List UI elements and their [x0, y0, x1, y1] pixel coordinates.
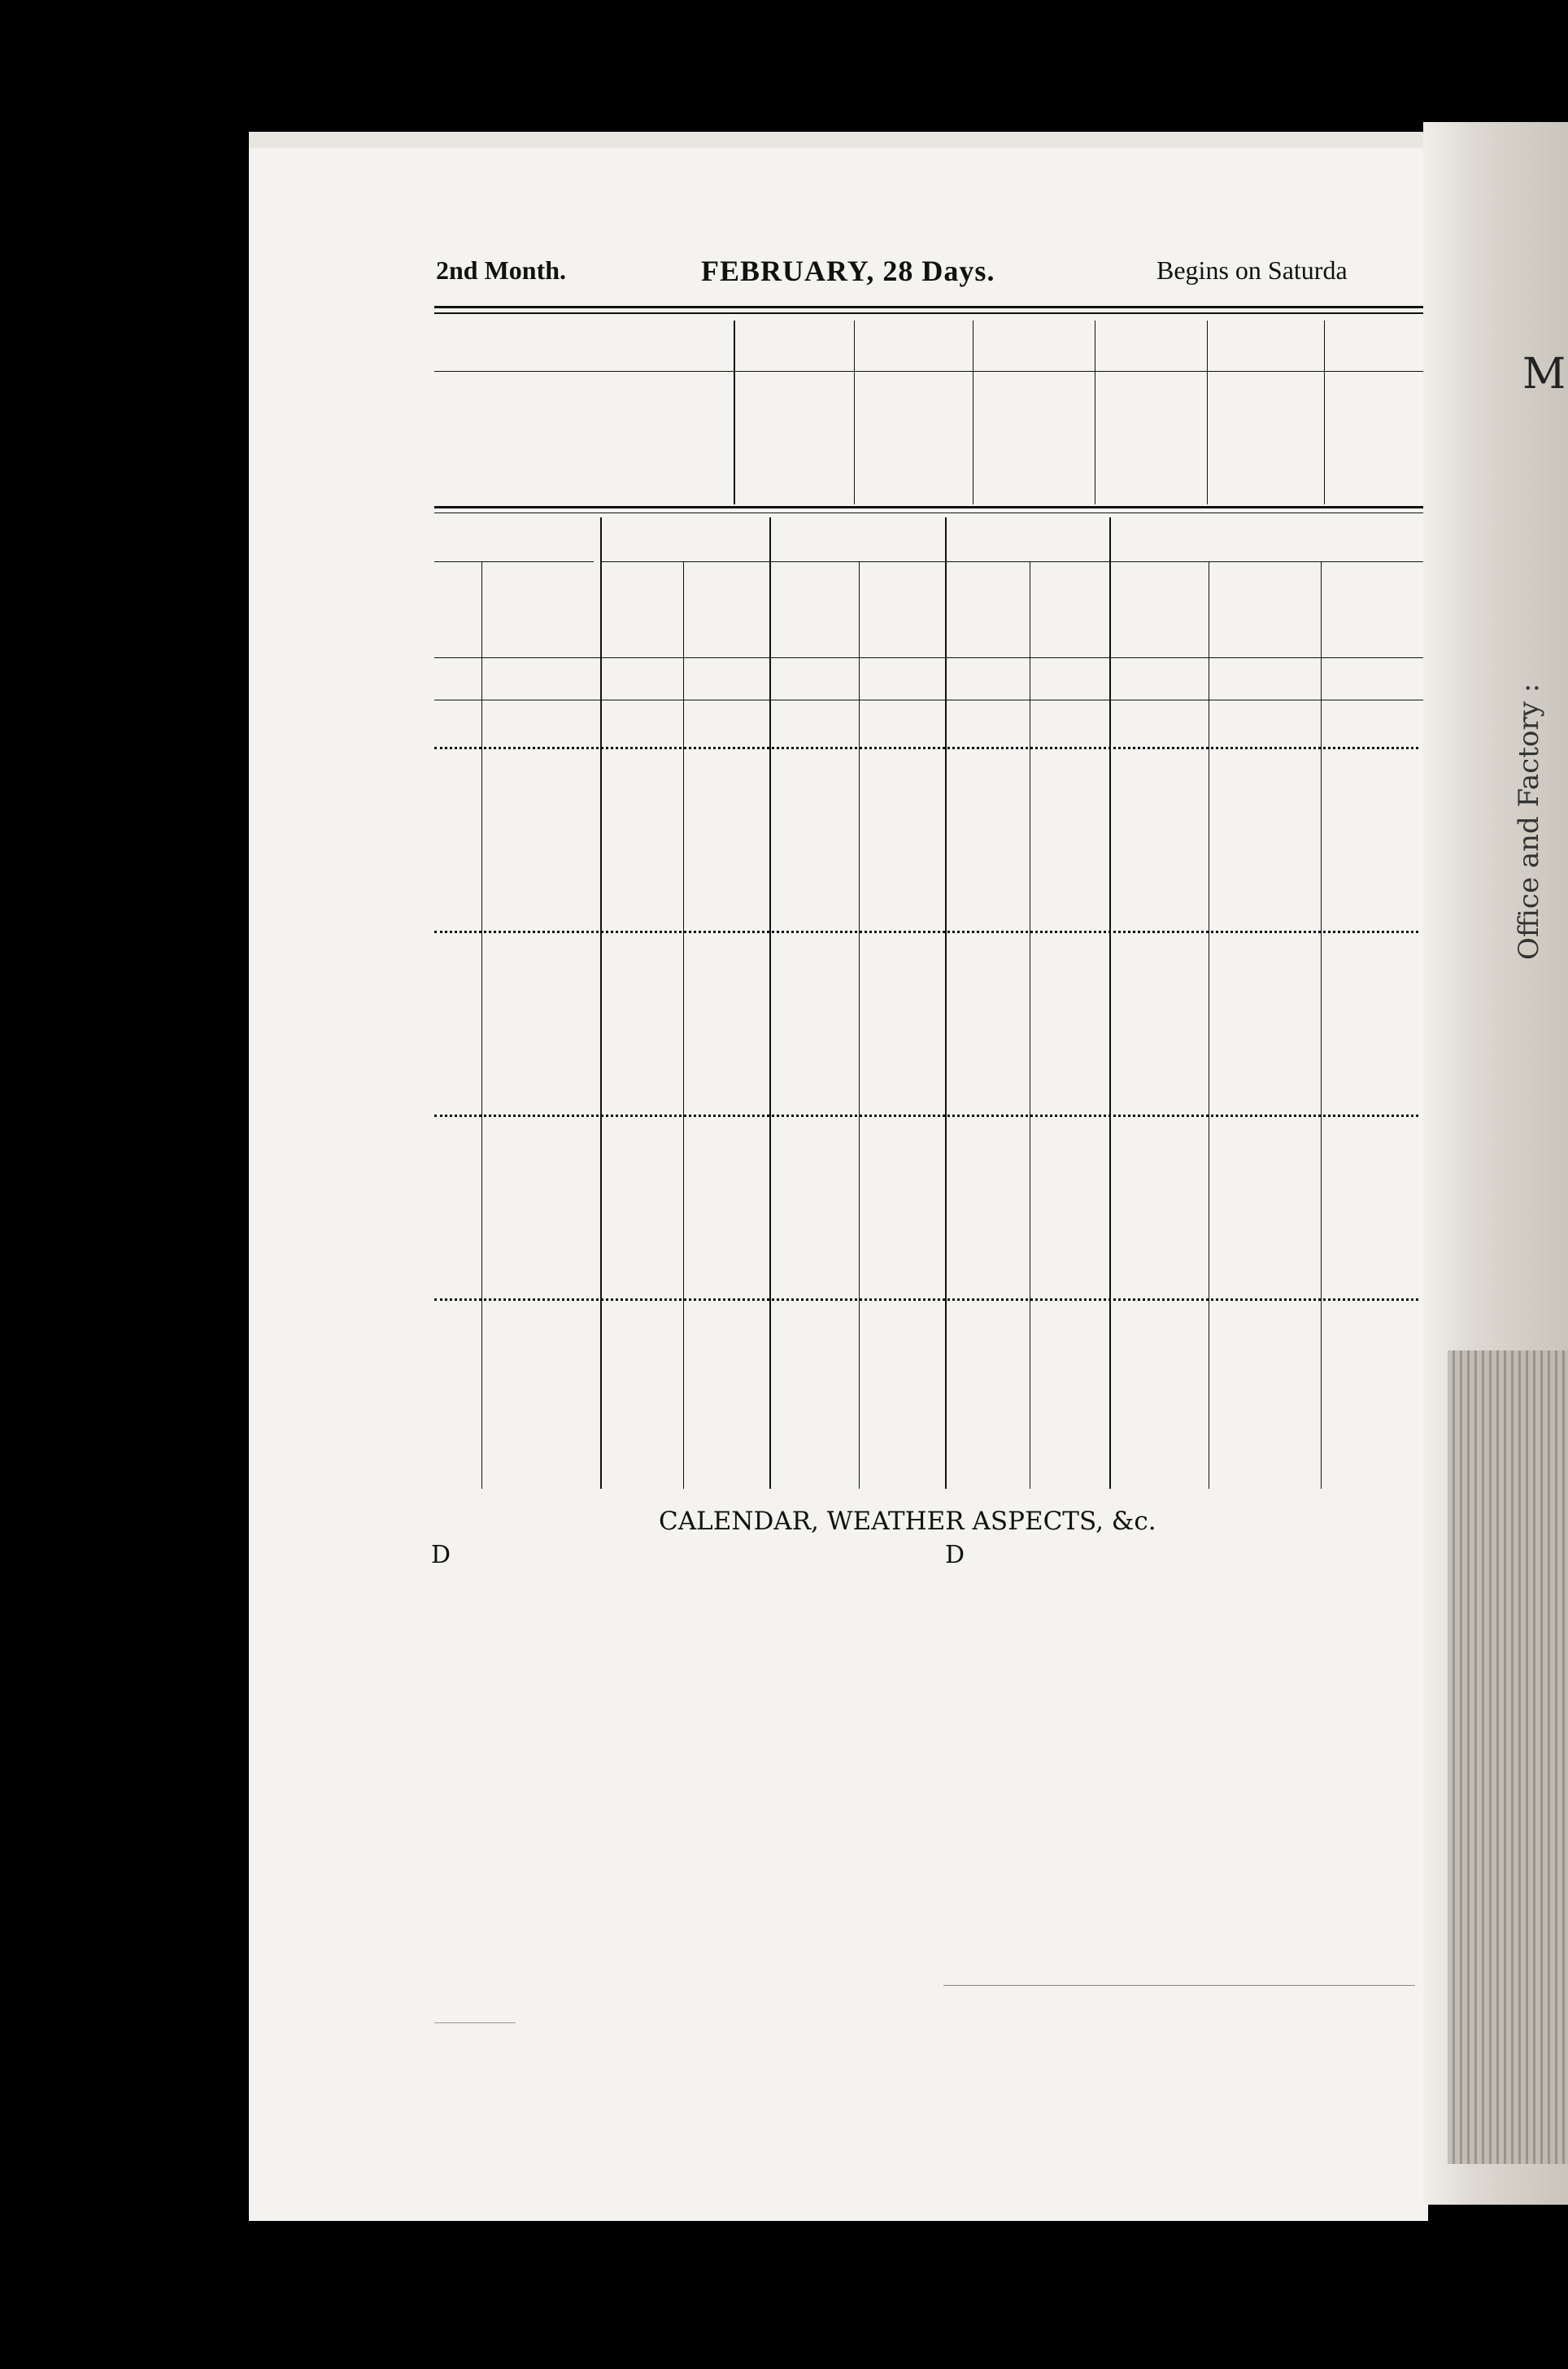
sun-table-vline — [859, 561, 860, 1489]
week-divider — [434, 1298, 1418, 1301]
moon-table-vline — [1324, 321, 1325, 504]
week-divider — [434, 1115, 1418, 1117]
header-rule — [434, 306, 1423, 308]
page-title: FEBRUARY, 28 Days. — [701, 255, 995, 287]
sun-group-rule — [434, 561, 594, 562]
moon-table-subrule — [434, 371, 1423, 372]
calendar-d-right: D — [945, 1541, 965, 1569]
calendar-end-rule — [943, 1985, 1415, 1986]
week-divider — [434, 931, 1418, 933]
sun-table-vline — [683, 561, 684, 1489]
building-engraving — [1448, 1350, 1568, 2164]
calendar-title: CALENDAR, WEATHER ASPECTS, &c. — [659, 1507, 1156, 1536]
sun-group-rule — [600, 561, 1423, 562]
footer-mark — [434, 2022, 516, 2023]
side-vertical-text: Office and Factory : — [1513, 683, 1545, 960]
sun-table-vline — [481, 561, 482, 1489]
adjacent-page-edge — [1423, 122, 1568, 2205]
sun-table-vline — [1109, 517, 1111, 1489]
sun-table-vline — [1321, 561, 1322, 1489]
moon-table-vline — [1207, 321, 1208, 504]
moon-table-vline — [854, 321, 855, 504]
header-rule-2 — [434, 312, 1423, 314]
moon-table-bottom-rule — [434, 506, 1423, 508]
month-number: 2nd Month. — [436, 255, 567, 285]
week-divider — [434, 747, 1418, 749]
begins-on: Begins on Saturda — [1156, 255, 1348, 285]
moon-table-vline — [734, 321, 735, 504]
sun-table-vline — [769, 517, 771, 1489]
sun-table-vline — [945, 517, 947, 1489]
almanac-page — [249, 132, 1428, 2221]
sun-head-rule — [434, 657, 1423, 658]
calendar-d-left: D — [431, 1541, 451, 1569]
sun-table-vline — [600, 517, 602, 1489]
side-letter: M — [1522, 350, 1566, 399]
